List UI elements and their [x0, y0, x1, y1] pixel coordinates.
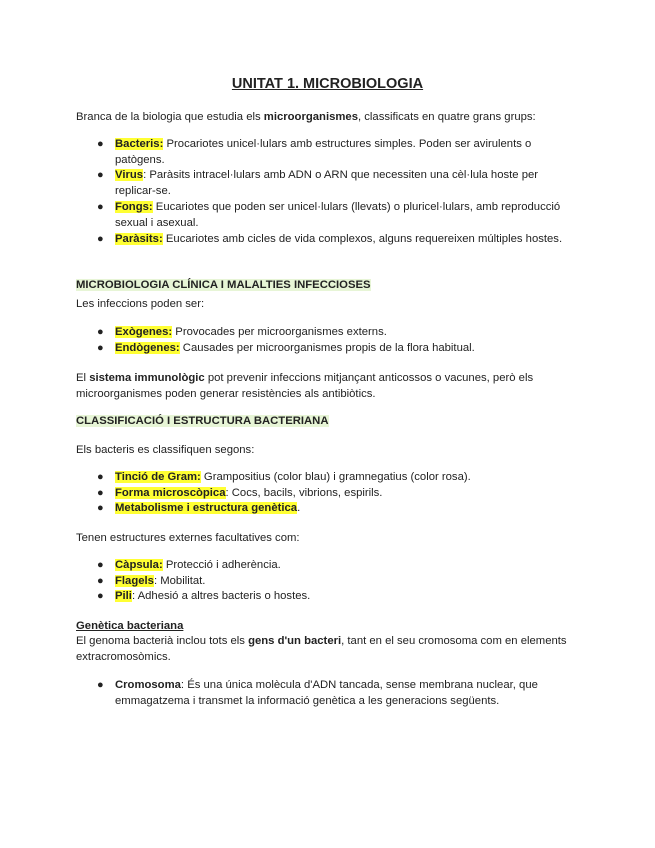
bullet-icon: ●	[97, 342, 104, 354]
item-text: : Adhesió a altres bacteris o hostes.	[131, 590, 311, 602]
term: Forma microscòpica	[115, 487, 226, 499]
item-text: .	[297, 502, 301, 514]
intro-paragraph	[76, 109, 576, 125]
term: Cromosoma	[115, 679, 181, 691]
list-item	[97, 137, 565, 168]
list-item	[97, 341, 565, 357]
para-text-end: , tant en el seu cromosoma com en elements extracromosòmics.	[76, 635, 567, 663]
bullet-icon: ●	[97, 590, 104, 602]
term: Fongs:	[115, 201, 153, 213]
subsection-heading	[76, 618, 576, 634]
bullet-icon: ●	[97, 679, 104, 691]
section-heading	[76, 277, 576, 293]
term: Endògenes:	[115, 342, 180, 354]
para-text: El	[76, 372, 90, 384]
term: Paràsits:	[115, 233, 163, 245]
list-item	[97, 200, 565, 231]
item-text: Procariotes unicel·lulars amb estructures simples. Poden ser avirulents o patògens.	[115, 138, 532, 166]
term: Bacteris:	[115, 138, 164, 150]
list-item	[97, 678, 565, 709]
item-text: Grampositius (color blau) i gramnegatius (color rosa).	[200, 471, 471, 483]
bullet-icon: ●	[97, 575, 104, 587]
term: Exògenes:	[115, 326, 173, 338]
list-item	[97, 574, 565, 590]
item-text: Paràsits intracel·lulars amb ADN o ARN que necessiten una cèl·lula hoste per replicar-se.	[115, 169, 539, 197]
section-heading	[76, 413, 576, 429]
intro-text: Branca de la biologia que estudia els	[76, 111, 264, 123]
bullet-icon: ●	[97, 502, 104, 514]
item-text: Provocades per microorganismes externs.	[172, 326, 387, 338]
item-text: Protecció i adherència.	[162, 559, 281, 571]
list-item	[97, 501, 565, 517]
intro-bold: microorganismes	[263, 111, 358, 123]
bullet-icon: ●	[97, 201, 104, 213]
list-item	[97, 232, 565, 248]
immune-paragraph	[76, 370, 576, 402]
separator: :	[143, 169, 147, 181]
page-title: UNITAT 1. MICROBIOLOGIA	[231, 76, 424, 92]
genome-paragraph	[76, 633, 576, 665]
bullet-icon: ●	[97, 169, 104, 181]
term: Pili	[115, 590, 132, 602]
list-item	[97, 470, 565, 486]
para-bold: sistema immunològic	[89, 372, 205, 384]
section-heading-text: MICROBIOLOGIA CLÍNICA I MALALTIES INFECCIOSES	[76, 279, 371, 291]
section-lead: Les infeccions poden ser:	[76, 298, 205, 310]
subsection-heading-text: Genètica bacteriana	[76, 620, 184, 632]
term: Flagels	[115, 575, 154, 587]
term: Metabolisme i estructura genètica	[115, 502, 298, 514]
para-bold: gens d'un bacteri	[248, 635, 342, 647]
item-text: Causades per microorganismes propis de la flora habitual.	[179, 342, 475, 354]
list-item	[97, 325, 565, 341]
bullet-icon: ●	[97, 233, 104, 245]
section-heading-text: CLASSIFICACIÓ I ESTRUCTURA BACTERIANA	[76, 415, 329, 427]
list-item	[97, 589, 565, 605]
para-text: El genoma bacterià inclou tots els	[76, 635, 249, 647]
item-text: : És una única molècula d'ADN tancada, sense membrana nuclear, que emmagatzema i transmet la informació genètica a les generacions següents.	[115, 679, 538, 707]
list-item	[97, 558, 565, 574]
bullet-icon: ●	[97, 471, 104, 483]
bullet-icon: ●	[97, 487, 104, 499]
term: Tinció de Gram:	[115, 471, 201, 483]
bullet-icon: ●	[97, 559, 104, 571]
intro-text-end: , classificats en quatre grans grups:	[357, 111, 536, 123]
list-item	[97, 168, 565, 199]
bullet-icon: ●	[97, 326, 104, 338]
section-lead: Els bacteris es classifiquen segons:	[76, 444, 255, 456]
item-text: : Cocs, bacils, vibrions, espirils.	[225, 487, 383, 499]
item-text: Eucariotes que poden ser unicel·lulars (llevats) o pluricel·lulars, amb reproducció sexual i asexual.	[115, 201, 561, 229]
item-text: : Mobilitat.	[153, 575, 206, 587]
section-lead: Tenen estructures externes facultatives com:	[76, 532, 300, 544]
bullet-icon: ●	[97, 138, 104, 150]
list-item	[97, 486, 565, 502]
para-text-end: pot prevenir infeccions mitjançant anticossos o vacunes, però els microorganismes poden generar resistències als antibiòtics.	[76, 372, 534, 400]
term: Càpsula:	[115, 559, 163, 571]
term: Virus	[115, 169, 144, 181]
item-text: Eucariotes amb cicles de vida complexos, alguns requereixen múltiples hostes.	[162, 233, 563, 245]
